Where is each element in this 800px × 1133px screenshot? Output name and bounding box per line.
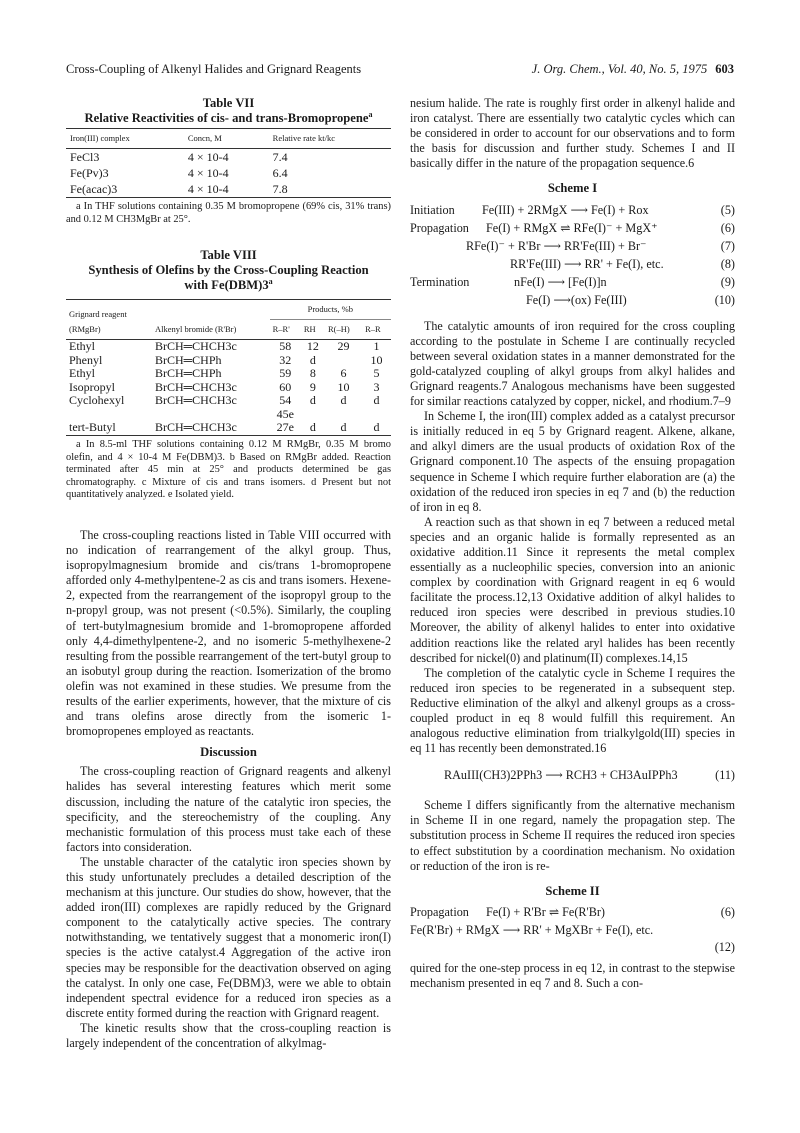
table8-subcol: R–R'	[270, 320, 301, 340]
table8-cell: 29	[337, 339, 350, 354]
table8-products-header: Products, %b	[270, 300, 391, 320]
right-column	[410, 96, 735, 991]
table7-cell: 7.8	[269, 181, 391, 198]
table8-cell: 60	[279, 379, 292, 394]
table8-cell: BrCH═CHPh	[155, 366, 222, 381]
table8-cell: d	[373, 393, 380, 408]
table-row	[66, 354, 391, 368]
body-paragraph: Scheme I differs significantly from the alternative mechanism in Scheme II in one regard, namely the propagation step. The substitution process in Scheme II requires the reduced iron species to effect substitution by a coordination mechanism. No oxidation or reduction of the iron is re-	[410, 798, 735, 873]
equation-11: RAuIII(CH3)2PPh3 ⟶ RCH3 + CH3AuIPPh3 (11)	[444, 768, 735, 783]
table8-cell	[362, 408, 391, 422]
table8-cell: d	[325, 421, 362, 435]
table7-col-complex: Iron(III) complex	[66, 129, 184, 149]
table8-cell: d	[340, 393, 347, 408]
table8-cell	[325, 408, 362, 422]
scheme2-title: Scheme II	[545, 883, 600, 898]
table7-cell: FeCl3	[70, 150, 100, 165]
table8-cell: 59	[279, 366, 292, 381]
table-row	[66, 381, 391, 395]
body-paragraph: A reaction such as that shown in eq 7 between a reduced metal species and an organic halide is formally represented as an oxidative addition.11 Since it represents the metal complex essentially as a nucleophilic species, conversion into an anionic complex by coordination with Grignard reagent in eq 6 would facilitate the process.12,13 Oxidative addition of alkyl halides to reduced iron species were described in previous studies.10 Moreover, the ability of alkenyl halides to enter into oxidative addition reactions like the related aryl halides has been recently described for nickel(0) and platinum(II) complexes.14,15	[410, 514, 735, 665]
table7-col-concn: Concn, M	[184, 129, 269, 149]
page-number: 603	[715, 62, 734, 76]
table8-col-grignard: Grignard reagent (RMgBr)	[66, 300, 152, 340]
body-paragraph: The kinetic results show that the cross-coupling reaction is largely independent of the concentration of alkylmag-	[66, 1020, 391, 1051]
table8-cell: 10	[337, 379, 350, 394]
table8-cell: Ethyl	[69, 339, 95, 354]
table8-cell: Phenyl	[69, 352, 103, 367]
body-paragraph: In Scheme I, the iron(III) complex added as a catalyst precursor is initially reduced in eq 5 by Grignard reagent. Alkene, alkane, and alkyl dimers are the usual products of oxidation Rox of the Grignard component.10 The aspects of the ensuing propagation sequence in Scheme I which require further elaboration are (a) the oxidation of the reduced iron species in eq 7 and (b) the reduction of iron in eq 8.	[410, 409, 735, 514]
table8-cell: d	[362, 421, 391, 435]
table7-cell: 7.4	[272, 150, 288, 165]
scheme-equation: Fe(I) ⟶(ox) Fe(III) (10)	[526, 292, 735, 307]
scheme-equation: Fe(R'Br) + RMgX ⟶ RR' + MgXBr + Fe(I), etc. (12)	[410, 922, 735, 954]
table7-col-rate: Relative rate kt/kc	[269, 129, 391, 149]
table8-cell: Isopropyl	[69, 379, 115, 394]
table7-cell: Fe(Pv)3	[70, 166, 109, 181]
table8-label: Table VIII	[200, 248, 257, 263]
table8-cell: tert-Butyl	[66, 421, 152, 435]
table7-label: Table VII	[202, 96, 255, 110]
scheme-equation: Initiation Fe(III) + 2RMgX ⟶ Fe(I) + Rox (5)	[410, 202, 735, 217]
scheme-equation: Propagation Fe(I) + R'Br ⇌ Fe(R'Br) (6)	[410, 904, 735, 919]
table7-cell: 6.4	[272, 166, 288, 181]
table7-footnote: a In THF solutions containing 0.35 M bromopropene (69% cis, 31% trans) and 0.12 M CH3MgBr at 25°.	[66, 201, 391, 225]
body-paragraph: The unstable character of the catalytic iron species shown by this study unfortunately precludes a detailed description of the mechanism at this juncture. Our studies do show, however, that the added iron(III) complexes are rapidly reduced by the Grignard component to the catalytically active species. The contrary notwithstanding, we tentatively suggest that a monomeric iron(I) species is the active catalyst.4 Aggregation of the active iron species may be responsible for the deactivation observed on aging the catalyst. In only one case, Fe(DBM)3, were we able to obtain independent spectral evidence for a reduced iron species as a discrete entity formed during the reaction with Grignard reagent.	[66, 854, 391, 1020]
table7-cell: 4 × 10-4	[187, 150, 229, 165]
scheme-equation: Propagation Fe(I) + RMgX ⇌ RFe(I)⁻ + MgX⁺ (6)	[410, 220, 735, 235]
running-header	[66, 62, 734, 82]
table8-subcol: RH	[301, 320, 325, 340]
table7-cell: 4 × 10-4	[184, 181, 269, 198]
table8-cell	[66, 408, 152, 422]
table8-cell: BrCH═CHCH3c	[155, 339, 237, 354]
body-paragraph: The cross-coupling reactions listed in Table VIII occurred with no indication of rearrangement of the alkyl group. Thus, isopropylmagnesium bromide and cis/trans 1-bromopropene afforded only 4-methylpentene-2 as cis and trans isomers. Hexene-2, expected from the rearrangement of the isopropyl group to the n-propyl group, was not present (<0.5%). Similarly, the coupling of tert-butylmagnesium bromide and 1-bromopropene afforded only 4,4-dimethylpentene-2, and no isomeric 5-methylhexene-2 resulting from the possible rearrangement of the tert-butyl group to an isobutyl group during the reaction. Isomerization of the bromo olefin was not examined in these studies. We presume from the results of the earlier experiments, however, that the mixture of cis and trans olefins arose directly from the isomeric 1-bromopropenes employed as reactants.	[66, 527, 391, 739]
table8-cell: 9	[309, 379, 316, 394]
table8-cell: BrCH═CHCH3c	[155, 379, 237, 394]
scheme1	[410, 203, 735, 311]
table8-cell: 8	[309, 366, 316, 381]
table-row	[66, 367, 391, 381]
journal-citation: J. Org. Chem., Vol. 40, No. 5, 1975 603	[531, 62, 734, 76]
table7-title: Relative Reactivities of cis- and trans-Bromopropene$^a$	[84, 109, 373, 125]
body-paragraph: The completion of the catalytic cycle in Scheme I requires the reduced iron species to be regenerated in a subsequent step. Reductive elimination of the alkyl and alkenyl groups as a cross-coupled product in eq 8 would fulfill this requirement. An analogous reductive elimination from trialkylgold(III) species in eq 11 has recently been demonstrated.16	[410, 665, 735, 756]
table8-cell: BrCH═CHCH3c	[155, 393, 237, 408]
table8-cell: Ethyl	[69, 366, 95, 381]
table8-subcol: R(–H)	[325, 320, 362, 340]
table8-footnote: a In 8.5-ml THF solutions containing 0.12 M RMgBr, 0.35 M bromo olefin, and 4 × 10-4 M Fe(DBM)3. b Based on RMgBr added. Reaction terminated after 45 min at 25° and products determined be gas chromatography. c Mixture of cis and trans isomers. d Present but not quantitatively analyzed. e Isolated yield.	[66, 438, 391, 501]
table-row	[66, 340, 391, 354]
table8-cell: 32	[279, 352, 292, 367]
table8-cell	[301, 408, 325, 422]
table8-cell	[325, 354, 362, 368]
table8-cell: 58	[279, 339, 292, 354]
discussion-heading: Discussion	[200, 745, 257, 760]
table7-cell: 4 × 10-4	[187, 166, 229, 181]
table8-cell: 45e	[276, 406, 294, 421]
table-row	[66, 165, 391, 181]
table8-cell: 12	[306, 339, 319, 354]
table8-cell: BrCH═CHCH3c	[152, 421, 270, 435]
left-column	[66, 96, 391, 1051]
table8-cell: 54	[279, 393, 292, 408]
running-title: Cross-Coupling of Alkenyl Halides and Grignard Reagents	[66, 62, 362, 76]
body-paragraph: quired for the one-step process in eq 12, in contrast to the stepwise mechanism presented in eq 7 and 8. Such a con-	[410, 960, 735, 990]
table8-cell: d	[309, 352, 316, 367]
table7-cell: Fe(acac)3	[66, 181, 184, 198]
table8-cell: BrCH═CHPh	[155, 352, 222, 367]
table8-cell: d	[301, 421, 325, 435]
table7	[66, 128, 391, 198]
body-paragraph: nesium halide. The rate is roughly first order in alkenyl halide and iron catalyst. There are essentially two catalytic cycles which can be considered in order to account for our observations and to form the basis for discussion and further study. Schemes I and II basically differ in the nature of the propagation sequence.6	[410, 96, 735, 171]
scheme-equation: RR'Fe(III) ⟶ RR' + Fe(I), etc. (8)	[510, 256, 735, 271]
table-row	[66, 394, 391, 408]
table8-col-bromide: Alkenyl bromide (R'Br)	[152, 300, 270, 340]
table8-title-line1: Synthesis of Olefins by the Cross-Coupling Reaction	[88, 263, 369, 278]
table8-cell: 27e	[270, 421, 301, 435]
table8-cell: 3	[373, 379, 380, 394]
body-paragraph: The cross-coupling reaction of Grignard reagents and alkenyl halides has several interesting features which merit some discussion, including the nature of the catalytic iron species, the specificity, and the stereochemistry of the coupling. Any mechanistic formulation of this process must take each of these factors into consideration.	[66, 764, 391, 854]
table-row	[66, 421, 391, 435]
scheme-equation: RFe(I)⁻ + R'Br ⟶ RR'Fe(III) + Br⁻ (7)	[466, 238, 735, 253]
table8-title-line2: with Fe(DBM)3$^a$	[184, 277, 273, 293]
scheme-equation: Termination nFe(I) ⟶ [Fe(I)]n (9)	[410, 274, 735, 289]
table8-cell: 5	[373, 366, 380, 381]
table8-cell: 1	[373, 339, 380, 354]
table8	[66, 299, 391, 436]
table8-cell: 10	[370, 352, 383, 367]
body-paragraph: The catalytic amounts of iron required for the cross coupling according to the postulate in Scheme I are continually recycled between several oxidation states in a manner demonstrated for the gold-catalyzed coupling of alkyl groups from alkyl halides and Grignard reagents.7 Analogous mechanisms have been suggested for similar reactions catalyzed by copper, nickel, and rhodium.7–9	[410, 318, 735, 409]
table8-cell: 6	[340, 366, 347, 381]
table8-cell: d	[309, 393, 316, 408]
scheme1-title: Scheme I	[547, 181, 598, 196]
table-row	[66, 408, 391, 422]
table8-subcol: R–R	[362, 320, 391, 340]
table8-cell	[152, 408, 270, 422]
table-row	[66, 149, 391, 166]
table8-cell: Cyclohexyl	[69, 393, 125, 408]
table-row	[66, 181, 391, 198]
